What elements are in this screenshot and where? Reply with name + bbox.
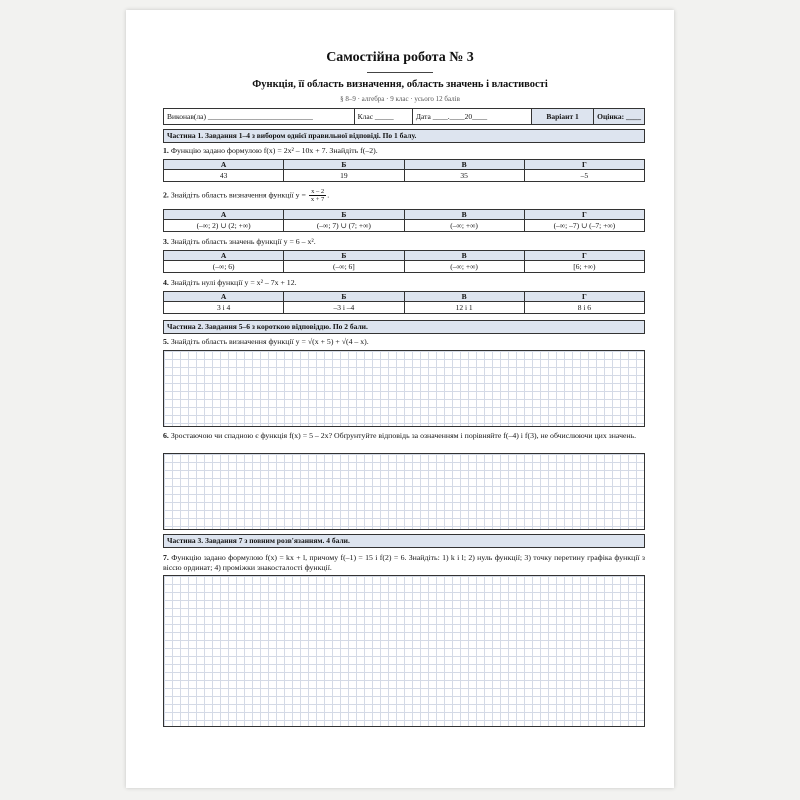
- task1-number: 1.: [163, 146, 169, 155]
- task5-question: [163, 337, 645, 347]
- task1-option-a[interactable]: 43: [164, 170, 284, 182]
- option-letter: А: [164, 251, 284, 261]
- fraction-denominator: x + 7: [310, 196, 325, 203]
- page-meta: § 8–9 · алгебра · 9 клас · усього 12 балів: [340, 95, 460, 103]
- fraction-numerator: x – 2: [309, 188, 326, 196]
- task2-option-a[interactable]: (–∞; 2) ∪ (2; +∞): [164, 220, 284, 232]
- grade-field[interactable]: Оцінка: ____: [594, 109, 644, 124]
- option-letter: Б: [284, 160, 404, 170]
- task3-option-d[interactable]: [6; +∞): [524, 261, 644, 273]
- task3-options-table: [163, 250, 645, 273]
- variant-label: Варіант 1: [532, 109, 594, 124]
- title-underline: [367, 72, 433, 73]
- option-letter: А: [164, 210, 284, 220]
- task4-option-c[interactable]: 12 і 1: [404, 302, 524, 314]
- task7-text: Функцію задано формулою f(x) = kx + l, причому f(–1) = 15 і f(2) = 6. Знайдіть: 1) k і l; 2) нуль функції; 3) точку перетину графіка функції з віссю ординат; 4) проміжки знакосталості функції.: [163, 553, 645, 572]
- task4-option-b[interactable]: –3 і –4: [284, 302, 404, 314]
- task6-number: 6.: [163, 431, 169, 440]
- task1-text: Функцію задано формулою f(x) = 2x² – 10x + 7. Знайдіть f(–2).: [170, 146, 378, 155]
- task4-text: Знайдіть нулі функції y = x² – 7x + 12.: [170, 278, 297, 287]
- task1-options-table: [163, 159, 645, 182]
- task1-option-b[interactable]: 19: [284, 170, 404, 182]
- task1-option-d[interactable]: –5: [524, 170, 644, 182]
- task2-options-table: [163, 209, 645, 232]
- worksheet-page: [126, 10, 674, 788]
- option-letter: Г: [524, 160, 644, 170]
- task4-question: [163, 278, 645, 288]
- task3-number: 3.: [163, 237, 169, 246]
- option-letter: В: [404, 160, 524, 170]
- task5-number: 5.: [163, 337, 169, 346]
- task1-option-c[interactable]: 35: [404, 170, 524, 182]
- option-letter: А: [164, 160, 284, 170]
- option-letter: Г: [524, 210, 644, 220]
- task6-text: Зростаючою чи спадною є функція f(x) = 5 – 2x? Обґрунтуйте відповідь за означенням і порівняйте f(–4) і f(3), не обчислюючи цих значень.: [170, 431, 637, 440]
- task2-number: 2.: [163, 190, 169, 200]
- task3-text: Знайдіть область значень функції y = 6 – x².: [170, 237, 316, 246]
- task3-option-a[interactable]: (–∞; 6): [164, 261, 284, 273]
- task4-option-a[interactable]: 3 і 4: [164, 302, 284, 314]
- option-letter: В: [404, 251, 524, 261]
- task2-option-b[interactable]: (–∞; 7) ∪ (7; +∞): [284, 220, 404, 232]
- option-letter: Г: [524, 251, 644, 261]
- task4-option-d[interactable]: 8 і 6: [524, 302, 644, 314]
- option-letter: Б: [284, 210, 404, 220]
- task2-question: [163, 188, 645, 203]
- task2-option-c[interactable]: (–∞; +∞): [404, 220, 524, 232]
- task1-question: [163, 146, 645, 156]
- task6-answer-area[interactable]: [163, 453, 645, 530]
- task2-text: Знайдіть область визначення функції y =: [170, 190, 308, 200]
- task7-number: 7.: [163, 553, 169, 562]
- task7-answer-area[interactable]: [163, 575, 645, 727]
- part1-heading: Частина 1. Завдання 1–4 з вибором однієї правильної відповіді. По 1 балу.: [163, 129, 645, 143]
- task2-option-d[interactable]: (–∞; –7) ∪ (–7; +∞): [524, 220, 644, 232]
- task7-question: [163, 553, 645, 573]
- part3-heading: Частина 3. Завдання 7 з повним розв'язанням. 4 бали.: [163, 534, 645, 548]
- option-letter: А: [164, 292, 284, 302]
- student-name-field[interactable]: Виконав(ла) ____________________________: [164, 109, 355, 124]
- page-title: Самостійна робота № 3: [326, 50, 474, 65]
- class-field[interactable]: Клас _____: [355, 109, 413, 124]
- task5-answer-area[interactable]: [163, 350, 645, 427]
- option-letter: Б: [284, 292, 404, 302]
- task3-question: [163, 237, 645, 247]
- part2-heading: Частина 2. Завдання 5–6 з короткою відповіддю. По 2 бали.: [163, 320, 645, 334]
- task3-option-c[interactable]: (–∞; +∞): [404, 261, 524, 273]
- date-field[interactable]: Дата ____.____20____: [413, 109, 532, 124]
- student-info-row: [163, 108, 645, 125]
- task2-text-end: .: [327, 190, 330, 200]
- task5-text: Знайдіть область визначення функції y = √(x + 5) + √(4 – x).: [170, 337, 369, 346]
- task2-fraction: [309, 188, 326, 203]
- task4-options-table: [163, 291, 645, 314]
- task6-question: [163, 431, 645, 441]
- page-subtitle: Функція, її область визначення, область значень і властивості: [252, 79, 548, 90]
- task4-number: 4.: [163, 278, 169, 287]
- option-letter: Г: [524, 292, 644, 302]
- task3-option-b[interactable]: (–∞; 6]: [284, 261, 404, 273]
- option-letter: В: [404, 210, 524, 220]
- option-letter: Б: [284, 251, 404, 261]
- option-letter: В: [404, 292, 524, 302]
